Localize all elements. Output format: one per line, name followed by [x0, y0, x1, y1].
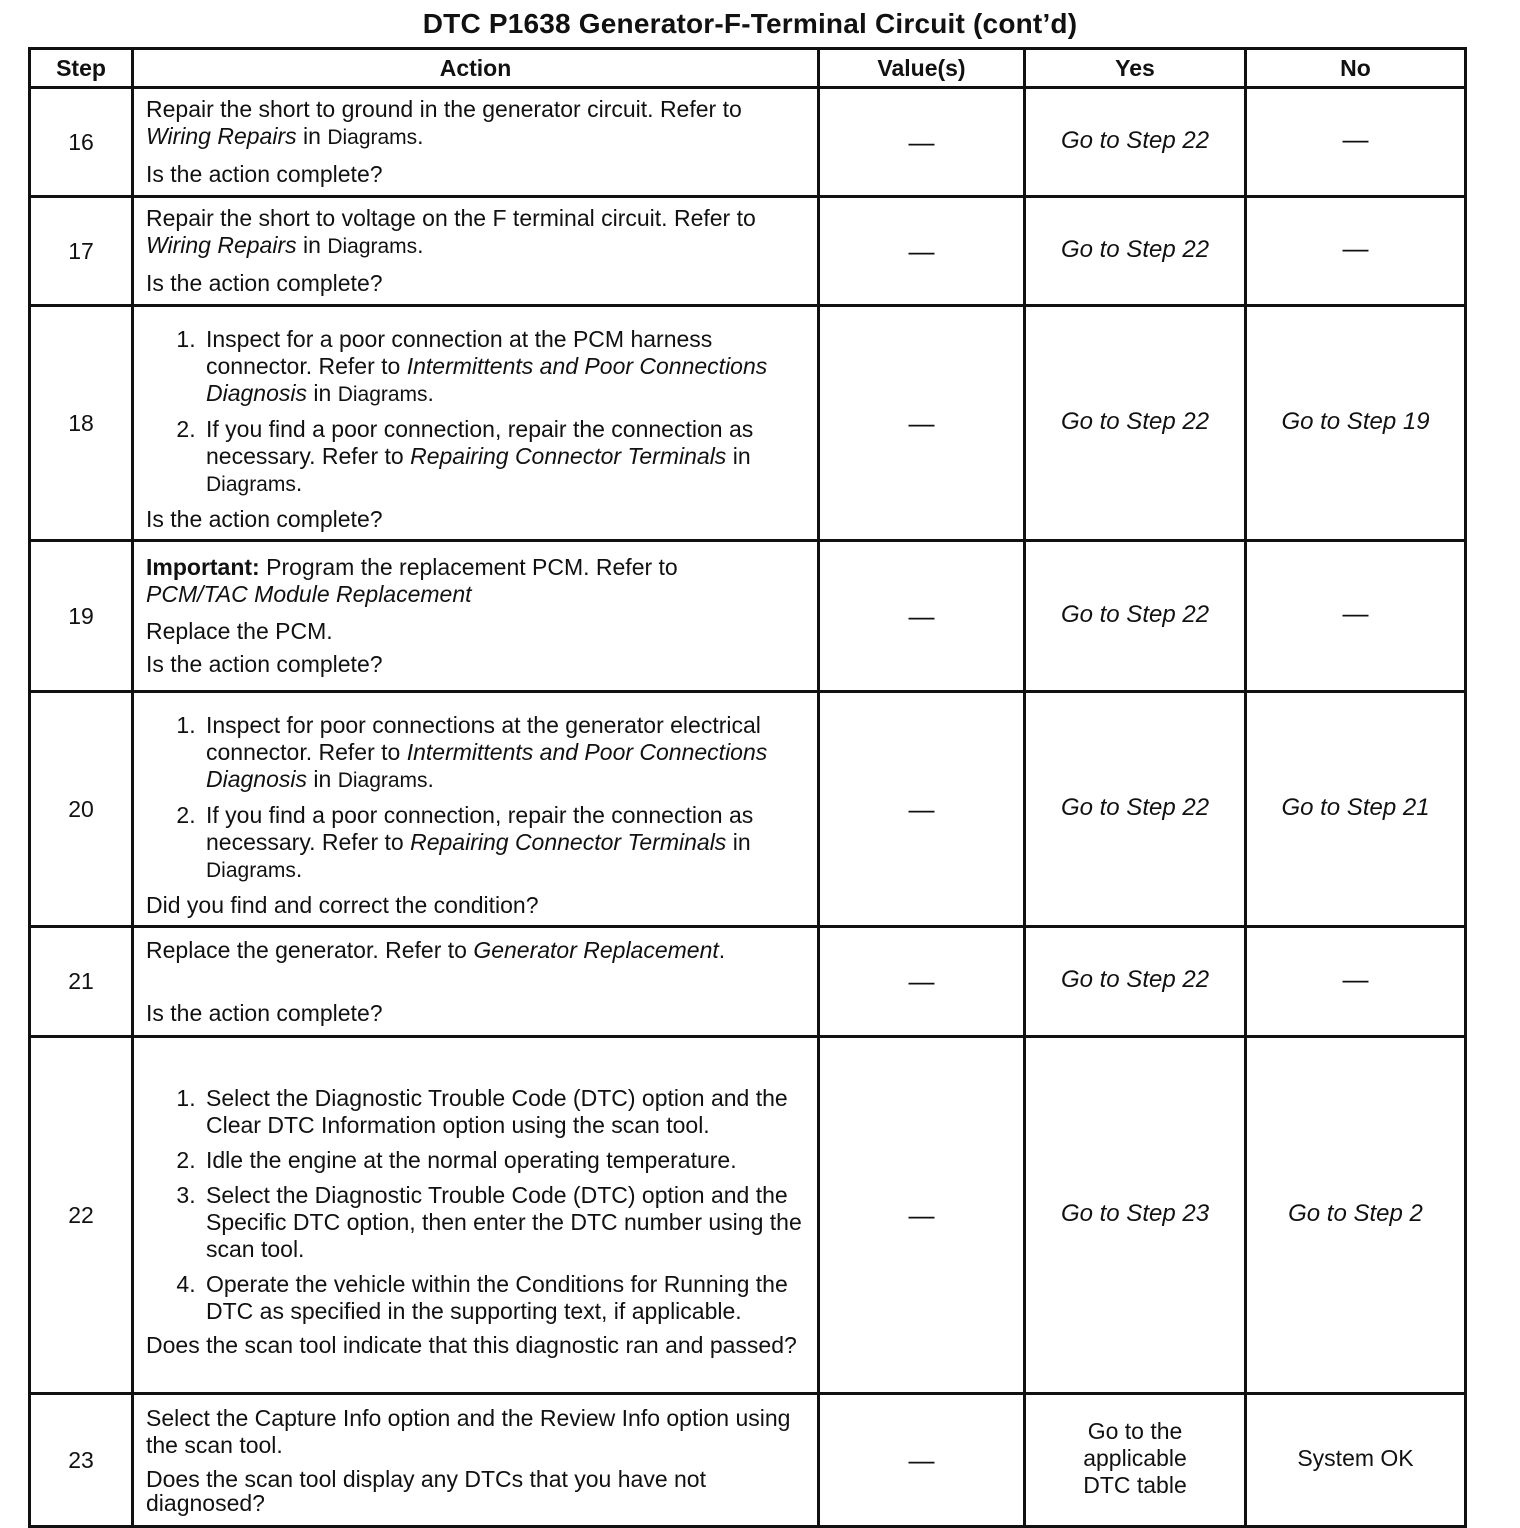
- step-number: 18: [30, 306, 133, 541]
- action-question: Is the action complete?: [146, 270, 383, 296]
- no-cell: [1246, 1037, 1466, 1394]
- list-item: 4. Operate the vehicle within the Conditions for Running the DTC as specified in the supporting text, if applicable.: [202, 1271, 807, 1325]
- action-cell: [133, 927, 819, 1037]
- reference-link: Intermittents and Poor Connections Diagnosis: [206, 352, 768, 406]
- list-item: 3. Select the Diagnostic Trouble Code (DTC) option and the Specific DTC option, then enter the DTC number using the scan tool.: [202, 1182, 807, 1263]
- no-outcome: Go to Step 19: [1281, 407, 1430, 435]
- action-cell: [133, 88, 819, 197]
- action-list: [146, 326, 807, 498]
- yes-outcome: Go to Step 22: [1060, 126, 1210, 154]
- reference-link: Intermittents and Poor Connections Diagnosis: [206, 738, 768, 792]
- page-title: DTC P1638 Generator-F-Terminal Circuit (cont’d): [422, 8, 1078, 39]
- reference-link: PCM/TAC Module Replacement: [146, 581, 472, 607]
- action-question: Is the action complete?: [146, 999, 383, 1026]
- no-cell: [1246, 927, 1466, 1037]
- value-cell: —: [819, 692, 1025, 927]
- yes-outcome: Go to Step 22: [1060, 235, 1210, 263]
- action-cell: [133, 197, 819, 306]
- action-text: Repair the short to ground in the generator circuit. Refer to: [146, 96, 742, 122]
- step-number: 21: [30, 927, 133, 1037]
- table-row: [30, 541, 1466, 692]
- reference-link: Repairing Connector Terminals: [410, 828, 727, 855]
- step-number: 20: [30, 692, 133, 927]
- no-outcome: Go to Step 21: [1281, 793, 1430, 821]
- no-outcome: —: [1342, 598, 1369, 628]
- action-cell: [133, 1037, 819, 1394]
- list-item: 2. Idle the engine at the normal operating temperature.: [202, 1147, 807, 1174]
- col-header-action: Action: [133, 49, 819, 88]
- table-row: [30, 306, 1466, 541]
- no-outcome: —: [1342, 124, 1369, 154]
- yes-outcome: Go to Step 23: [1060, 1199, 1210, 1227]
- yes-outcome: Go to Step 22: [1060, 600, 1210, 628]
- action-cell: [133, 306, 819, 541]
- value-cell: —: [819, 306, 1025, 541]
- yes-cell: [1025, 306, 1246, 541]
- reference-link: Repairing Connector Terminals: [410, 442, 727, 469]
- action-cell: [133, 541, 819, 692]
- table-row: [30, 197, 1466, 306]
- value-cell: —: [819, 1037, 1025, 1394]
- action-question: Is the action complete?: [146, 651, 383, 677]
- action-text: .: [718, 936, 726, 963]
- step-number: 22: [30, 1037, 133, 1394]
- reference-source: Diagrams: [337, 382, 428, 406]
- reference-source: Diagrams: [337, 768, 428, 792]
- yes-cell: [1025, 197, 1246, 306]
- action-question: Does the scan tool display any DTCs that you have not diagnosed?: [146, 1466, 706, 1516]
- no-outcome: System OK: [1297, 1444, 1414, 1471]
- list-item: 1. Inspect for a poor connection at the PCM harness connector. Refer to Intermittents and Poor Connections Diagnosis in Diagrams.: [202, 326, 807, 408]
- action-cell: [133, 692, 819, 927]
- no-cell: [1246, 692, 1466, 927]
- yes-cell: [1025, 1037, 1246, 1394]
- action-question: Is the action complete?: [146, 161, 383, 187]
- reference-link: Wiring Repairs: [146, 232, 297, 258]
- action-question: Does the scan tool indicate that this diagnostic ran and passed?: [146, 1332, 797, 1358]
- list-item: 1. Select the Diagnostic Trouble Code (DTC) option and the Clear DTC Information option using the scan tool.: [202, 1085, 807, 1139]
- no-cell: [1246, 541, 1466, 692]
- yes-cell: [1025, 927, 1246, 1037]
- reference-source: Diagrams: [206, 472, 296, 496]
- list-item: 2. If you find a poor connection, repair the connection as necessary. Refer to Repairing Connector Terminals in Diagrams.: [202, 802, 807, 884]
- yes-cell: [1025, 541, 1246, 692]
- yes-outcome: Go to Step 22: [1060, 966, 1210, 993]
- table-row: [30, 692, 1466, 927]
- important-label: Important:: [146, 554, 260, 580]
- table-header-row: [30, 49, 1466, 88]
- step-number: 17: [30, 197, 133, 306]
- action-text: in: [296, 123, 328, 149]
- list-item: 1. Inspect for poor connections at the generator electrical connector. Refer to Intermittents and Poor Connections Diagnosis in Diagrams.: [202, 712, 807, 794]
- action-text: Repair the short to voltage on the F terminal circuit. Refer to: [146, 205, 756, 231]
- action-text: Select the Capture Info option and the Review Info option using the scan tool.: [146, 1405, 791, 1458]
- yes-outcome: Go to Step 22: [1060, 793, 1210, 821]
- value-cell: —: [819, 1394, 1025, 1527]
- action-text: Replace the PCM.: [146, 618, 333, 644]
- table-row: [30, 1037, 1466, 1394]
- dtc-table: [28, 47, 1467, 1528]
- step-number: 16: [30, 88, 133, 197]
- value-cell: —: [819, 88, 1025, 197]
- action-text: in: [296, 232, 328, 258]
- action-list: [146, 1085, 807, 1325]
- step-number: 19: [30, 541, 133, 692]
- reference-source: Diagrams: [206, 858, 296, 882]
- col-header-step: Step: [30, 49, 133, 88]
- yes-cell: [1025, 88, 1246, 197]
- table-row: [30, 927, 1466, 1037]
- no-cell: [1246, 306, 1466, 541]
- reference-link: Wiring Repairs: [146, 123, 297, 149]
- reference-link: Generator Replacement: [473, 936, 719, 963]
- no-outcome: —: [1342, 233, 1369, 263]
- list-item: 2. If you find a poor connection, repair the connection as necessary. Refer to Repairing Connector Terminals in Diagrams.: [202, 416, 807, 498]
- value-cell: —: [819, 927, 1025, 1037]
- value-cell: —: [819, 197, 1025, 306]
- action-question: Is the action complete?: [146, 505, 383, 532]
- no-outcome: —: [1342, 963, 1369, 994]
- yes-cell: [1025, 1394, 1246, 1527]
- no-cell: [1246, 197, 1466, 306]
- action-question: Did you find and correct the condition?: [146, 891, 539, 918]
- col-header-no: No: [1246, 49, 1466, 88]
- step-number: 23: [30, 1394, 133, 1527]
- reference-source: Diagrams: [327, 126, 418, 149]
- action-list: [146, 712, 807, 884]
- col-header-values: Value(s): [819, 49, 1025, 88]
- action-text: Program the replacement PCM. Refer to: [259, 554, 678, 580]
- table-row: [30, 88, 1466, 197]
- action-text: Replace the generator. Refer to: [146, 936, 474, 963]
- yes-outcome: Go to the applicable DTC table: [1083, 1417, 1187, 1498]
- yes-outcome: Go to Step 22: [1060, 407, 1210, 435]
- no-outcome: Go to Step 2: [1288, 1199, 1423, 1227]
- action-text: .: [417, 123, 424, 149]
- table-row: [30, 1394, 1466, 1527]
- value-cell: —: [819, 541, 1025, 692]
- no-cell: [1246, 1394, 1466, 1527]
- col-header-yes: Yes: [1025, 49, 1246, 88]
- action-cell: [133, 1394, 819, 1527]
- no-cell: [1246, 88, 1466, 197]
- reference-source: Diagrams: [327, 235, 418, 258]
- action-text: .: [417, 232, 424, 258]
- yes-cell: [1025, 692, 1246, 927]
